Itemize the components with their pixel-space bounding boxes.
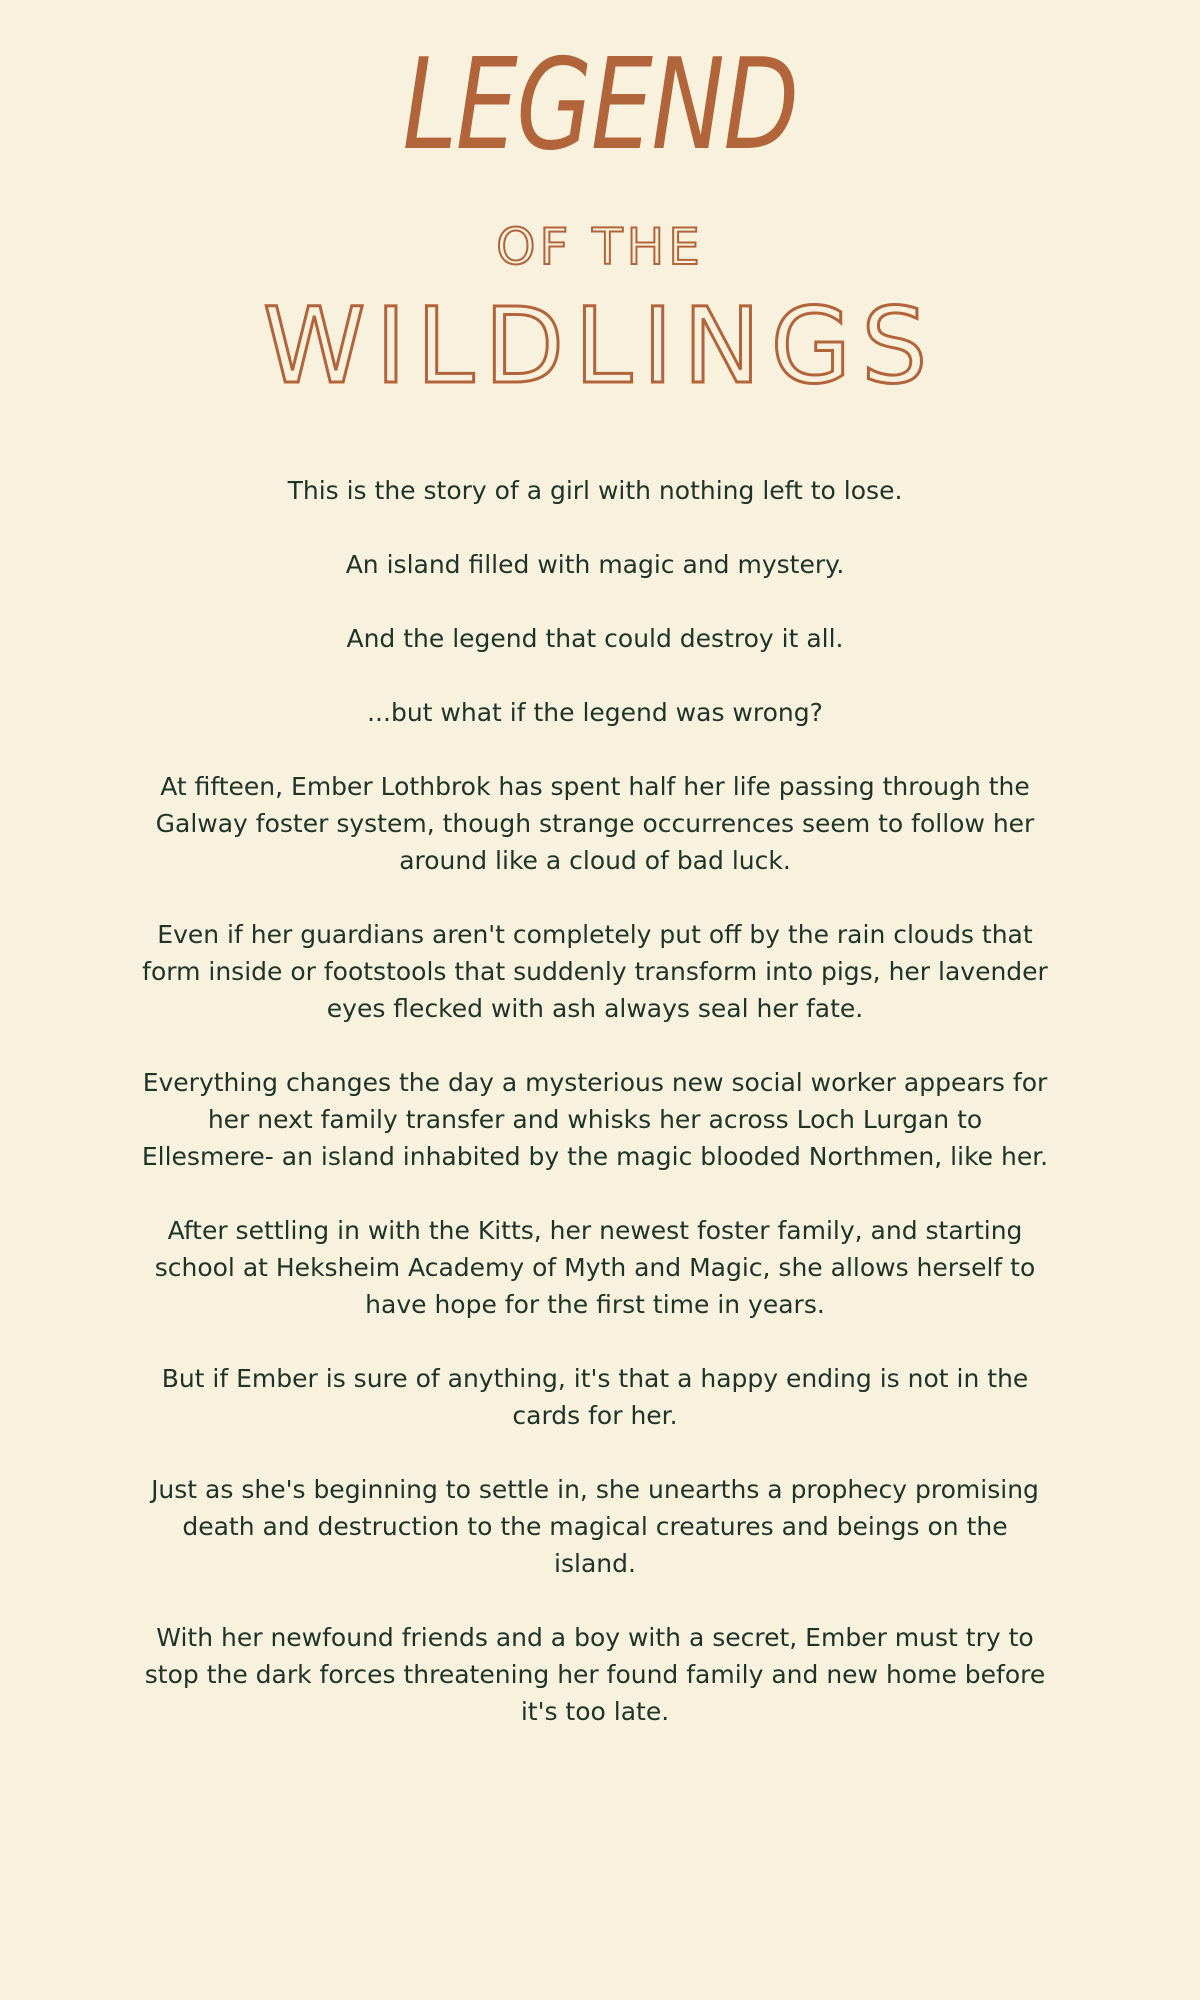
blurb-paragraph: ...but what if the legend was wrong? [367, 698, 823, 727]
blurb-paragraph: Everything changes the day a mysterious new social worker appears for her next family transfer and whisks her across Loch Lurgan to Ellesmere- an island inhabited by the magic blooded Northmen, like her. [141, 1068, 1049, 1171]
blurb-paragraph: But if Ember is sure of anything, it's that a happy ending is not in the cards for her. [161, 1364, 1029, 1430]
blurb-paragraph: With her newfound friends and a boy with a secret, Ember must try to stop the dark forces threatening her found family and new home before it's too late. [144, 1623, 1046, 1726]
blurb-paragraph: Just as she's beginning to settle in, she unearths a prophecy promising death and destruction to the magical creatures and beings on the island. [151, 1475, 1039, 1578]
book-blurb [140, 472, 1050, 1767]
title-wildlings: WILDLINGS [262, 285, 938, 407]
title-of-the: OF THE [496, 218, 704, 276]
blurb-paragraph: And the legend that could destroy it all. [346, 624, 844, 653]
book-title [0, 31, 1200, 407]
blurb-paragraph: An island filled with magic and mystery. [345, 550, 845, 579]
blurb-paragraph: Even if her guardians aren't completely put off by the rain clouds that form inside or footstools that suddenly transform into pigs, her lavender eyes flecked with ash always seal her fate. [142, 920, 1048, 1023]
blurb-paragraph: This is the story of a girl with nothing left to lose. [287, 476, 903, 505]
title-legend: LEGEND [402, 31, 798, 178]
blurb-paragraph: After settling in with the Kitts, her newest foster family, and starting school at Heksheim Academy of Myth and Magic, she allows herself to have hope for the first time in years. [154, 1216, 1036, 1319]
blurb-paragraph: At fifteen, Ember Lothbrok has spent half her life passing through the Galway foster system, though strange occurrences seem to follow her around like a cloud of bad luck. [155, 772, 1035, 875]
